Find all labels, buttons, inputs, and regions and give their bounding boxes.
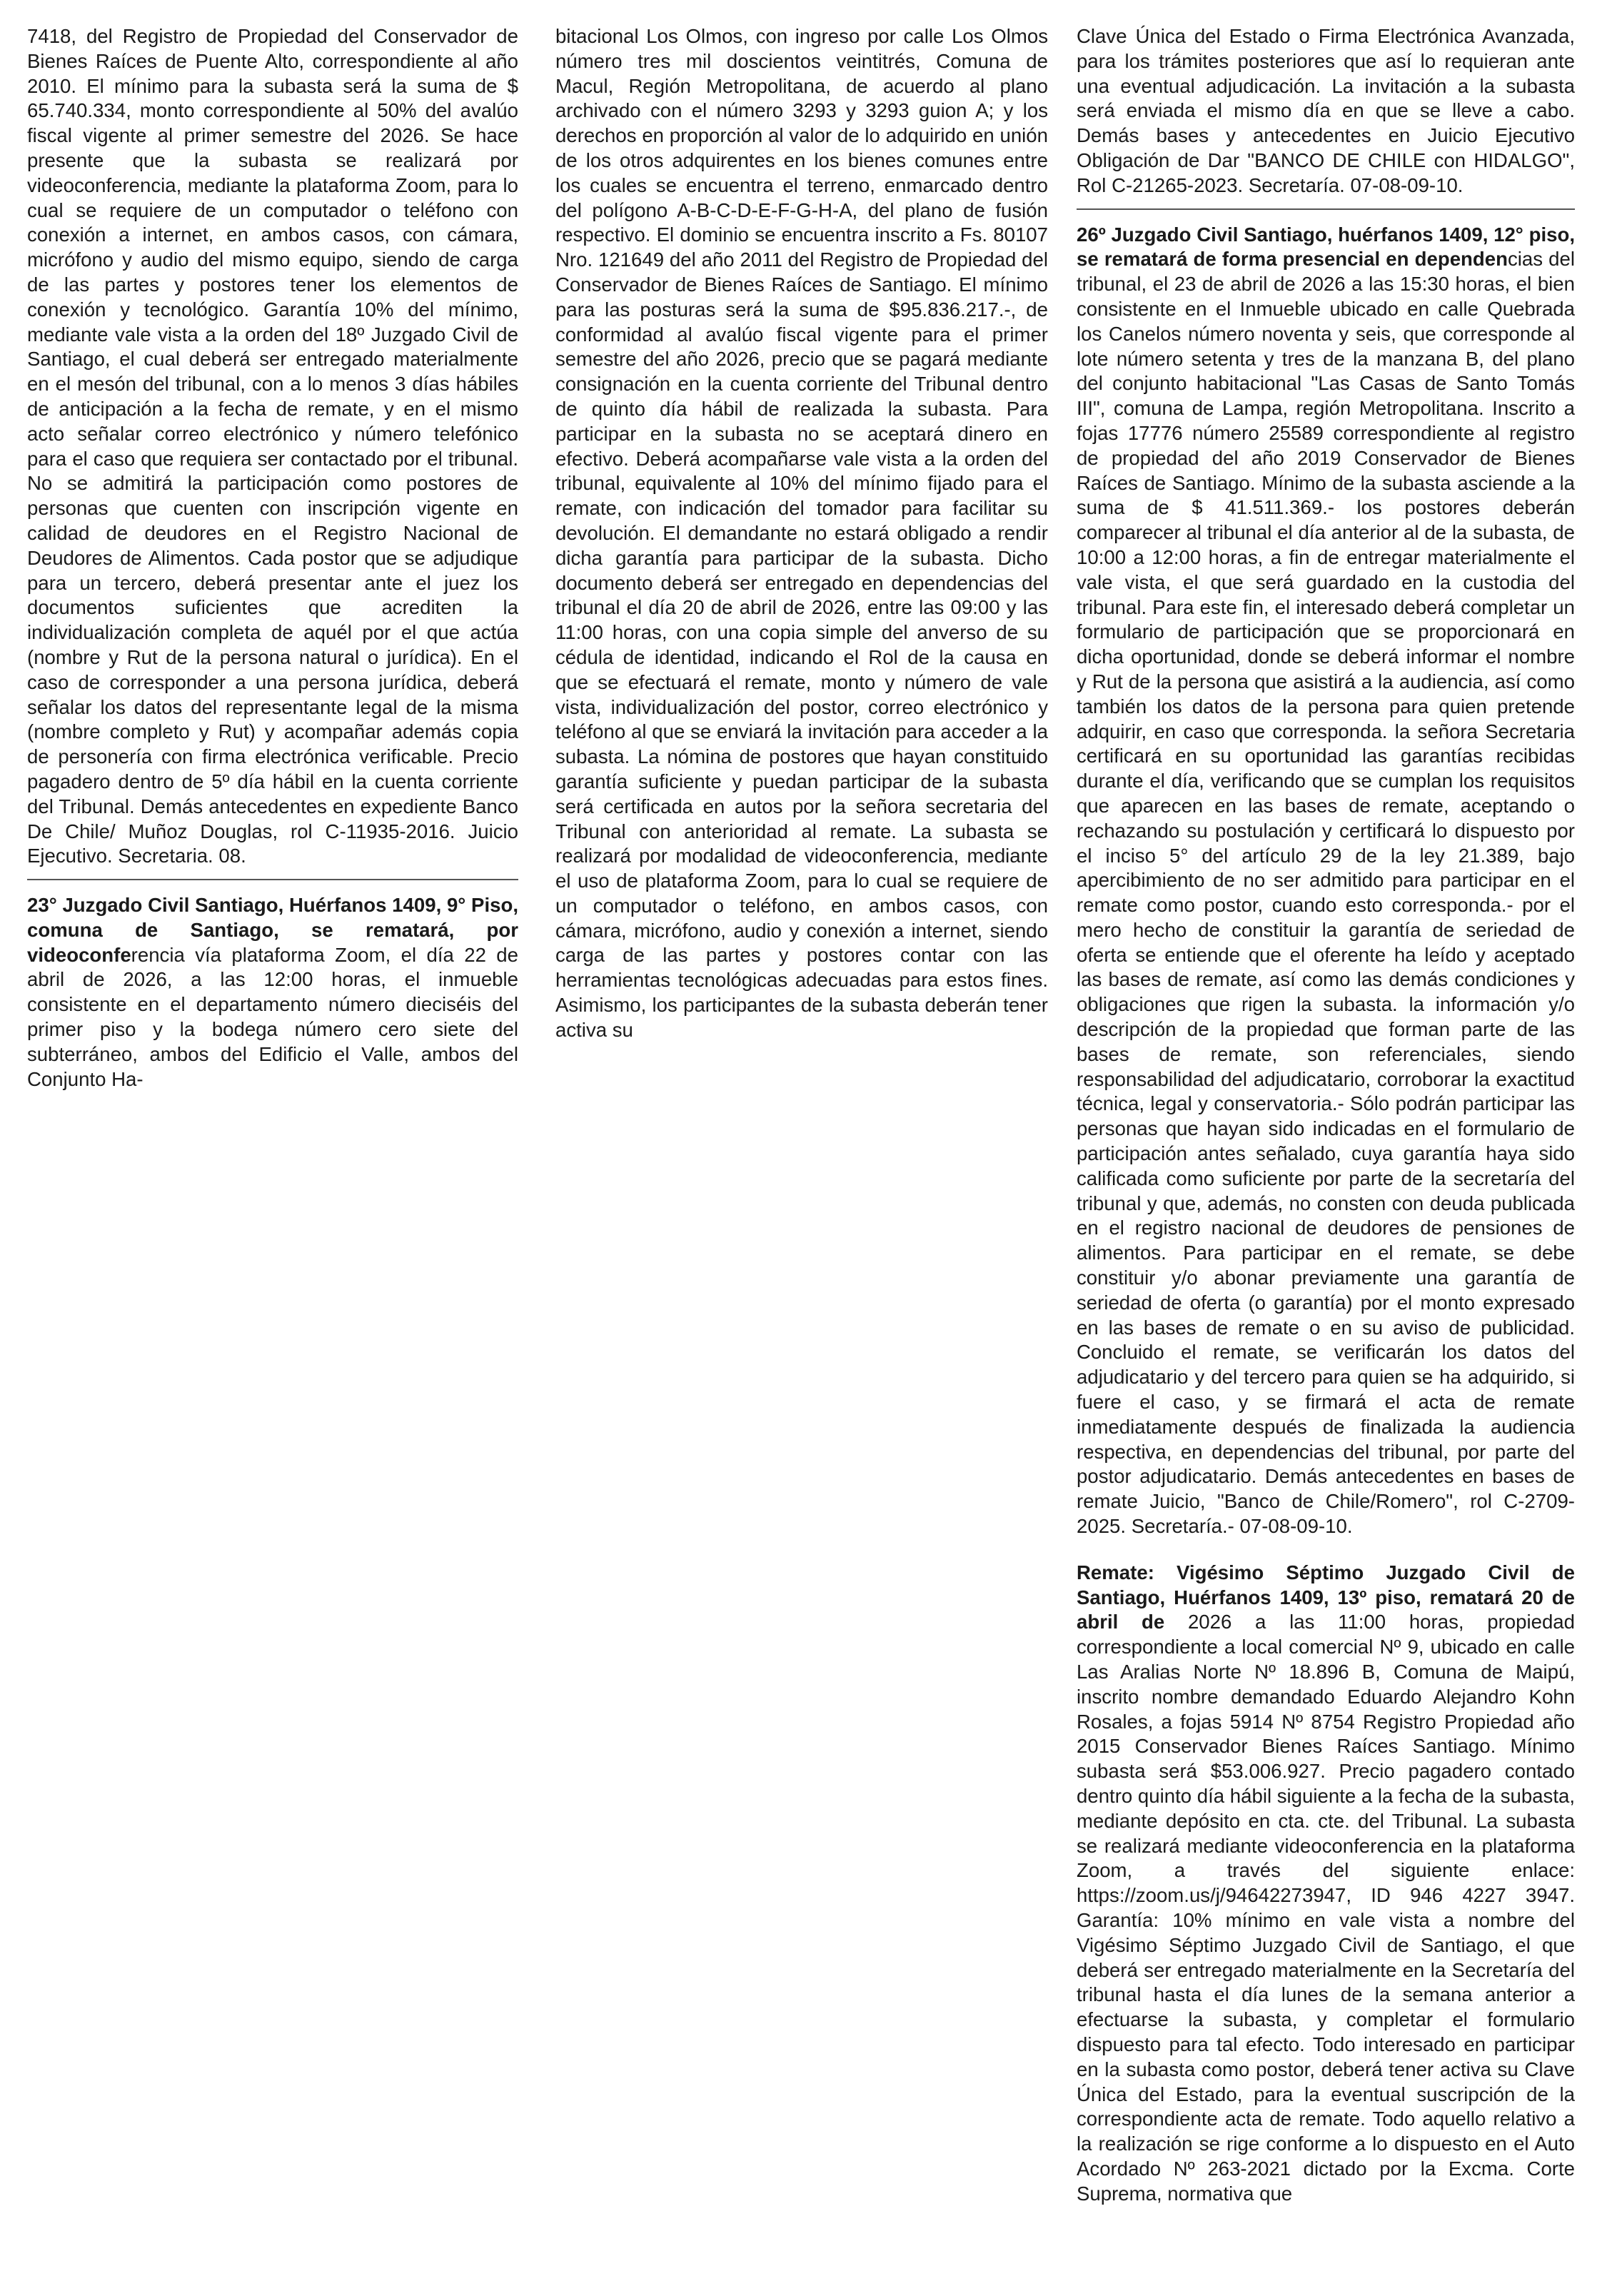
notice-heading: Remate: Vigésimo Séptimo Juzgado Civil de Santiago, Huérfanos 1409, 13º piso, rematará 20 de abril de [1077, 1561, 1575, 1633]
notice-body: 2026 a las 11:00 horas, propiedad correspondiente a local comercial Nº 9, ubicado en calle Las Aralias Norte Nº 18.896 B, Comuna de Maipú, inscrito nombre demandado Eduardo Alejandro Kohn Rosales, a fojas 5914 Nº 8754 Registro Propiedad año 2015 Conservador Bienes Raíces Santiago. Mínimo subasta será $53.006.927. Precio pagadero contado dentro quinto día hábil siguiente a la fecha de la subasta, mediante depósito en cta. cte. del Tribunal. La subasta se realizará mediante videoconferencia en la plataforma Zoom, a través del siguiente enlace: https://zoom.us/j/94642273947, ID 946 4227 3947. Garantía: 10% mínimo en vale vista a nombre del Vigésimo Séptimo Juzgado Civil de Santiago, el que deberá ser entregado materialmente en la Secretaría del tribunal hasta el día lunes de la semana anterior a efectuarse la subasta, y completar el formulario dispuesto para tal efecto. Todo interesado en participar en la subasta como postor, deberá tener activa su Clave Única del Estado, para la eventual suscripción de la correspondiente acta de remate. Todo aquello relativo a la realización se rige conforme a lo dispuesto en el Auto Acordado Nº 263-2021 dictado por la Excma. Corte Suprema, normativa que [1077, 1611, 1576, 2205]
notice-text: 7418, del Registro de Propiedad del Conservador de Bienes Raíces de Puente Alto, correspondiente al año 2010. El mínimo para la subasta será la suma de $ 65.740.334, monto correspondiente al 50% del avalúo fiscal vigente al primer semestre del 2026. Se hace presente que la subasta se realizará por videoconferencia, mediante la plataforma Zoom, para lo cual se requiere de un computador o teléfono con conexión a internet, en ambos casos, con cámara, micrófono y audio del mismo equipo, siendo de carga de las partes y postores tener los elementos de conexión y tecnológico. Garantía 10% del mínimo, mediante vale vista a la orden del 18º Juzgado Civil de Santiago, el cual deberá ser entregado materialmente en el mesón del tribunal, con a lo menos 3 días hábiles de anticipación a la fecha de remate, y en el mismo acto señalar correo electrónico y número telefónico para el caso que requiera ser contactado por el tribunal. No se admitirá la participación como postores de personas que cuenten con inscripción vigente en calidad de deudores en el Registro Nacional de Deudores de Alimentos. Cada postor que se adjudique para un tercero, deberá presentar ante el juez los documentos suficientes que acrediten la individualización completa de aquél por el que actúa (nombre y Rut de la persona natural o jurídica). En el caso de corresponder a una persona jurídica, deberá señalar los datos del representante legal de la misma (nombre completo y Rut) y acompañar además copia de personería con firma electrónica verificable. Precio pagadero dentro de 5º día hábil en la cuenta corriente del Tribunal. Demás antecedentes en expediente Banco De Chile/ Muñoz Douglas, rol C-11935-2016. Juicio Ejecutivo. Secretaria. 08. [27, 25, 518, 867]
column-3 [1077, 24, 1575, 2207]
notice-text: Clave Única del Estado o Firma Electrónica Avanzada, para los trámites posteriores que así lo requieran ante una eventual adjudicación. La invitación a la subasta será enviada el mismo día en que se lleve a cabo. Demás bases y antecedentes en Juicio Ejecutivo Obligación de Dar "BANCO DE CHILE con HIDALGO", Rol C-21265-2023. Secretaría. 07-08-09-10. [1077, 25, 1575, 196]
divider [27, 879, 518, 880]
column-1 [27, 24, 518, 1092]
notice-heading: 23° Juzgado Civil Santiago, Huérfanos 1409, 9° Piso, comuna de Santiago, se rematará, por videoconfe [27, 894, 518, 966]
column-2 [555, 24, 1048, 1043]
spacer [1077, 1539, 1575, 1561]
notice-27 [1077, 1561, 1575, 2207]
notice-text: bitacional Los Olmos, con ingreso por calle Los Olmos número tres mil doscientos veintitrés, Comuna de Macul, Región Metropolitana, de acuerdo al plano archivado con el número 3293 y 3293 guion A; y los derechos en proporción al valor de lo adquirido en unión de los otros adquirentes en los bienes comunes entre los cuales se encuentra el terreno, enmarcado dentro del polígono A-B-C-D-E-F-G-H-A, del plano de fusión respectivo. El dominio se encuentra inscrito a Fs. 80107 Nro. 121649 del año 2011 del Registro de Propiedad del Conservador de Bienes Raíces de Santiago. El mínimo para las posturas será la suma de $95.836.217.-, de conformidad al avalúo fiscal vigente para el primer semestre del año 2026, precio que se pagará mediante consignación en la cuenta corriente del Tribunal dentro de quinto día hábil de realizada la subasta. Para participar en la subasta no se aceptará dinero en efectivo. Deberá acompañarse vale vista a la orden del tribunal, equivalente al 10% del mínimo fijado para el remate, con indicación del tomador para facilitar su devolución. El demandante no estará obligado a rendir dicha garantía para participar de la subasta. Dicho documento deberá ser entregado en dependencias del tribunal el día 20 de abril de 2026, entre las 09:00 y las 11:00 horas, con una copia simple del anverso de su cédula de identidad, indicando el Rol de la causa en que se efectuará el remate, monto y número de vale vista, individualización del postor, correo electrónico y teléfono al que se enviará la invitación para acceder a la subasta. La nómina de postores que hayan constituido garantía suficiente y puedan participar de la subasta será certificada en autos por la señora secretaria del Tribunal con anterioridad al remate. La subasta se realizará por modalidad de videoconferencia, mediante el uso de plataforma Zoom, para lo cual se requiere de un computador o teléfono, en ambos casos, con cámara, micrófono, audio y conexión a internet, siendo carga de las partes y postores contar con las herramientas tecnológicas adecuadas para estos fines. Asimismo, los participantes de la subasta deberán tener activa su [555, 25, 1048, 1041]
divider [1077, 208, 1575, 210]
notice-26 [1077, 223, 1575, 1539]
notice-body: rencia vía plataforma Zoom, el día 22 de abril de 2026, a las 12:00 horas, el inmueble consistente en el departamento número dieciséis del primer piso y la bodega número cero siete del subterráneo, ambos del Edificio el Valle, ambos del Conjunto Ha- [27, 943, 518, 1090]
notice-heading: 26º Juzgado Civil Santiago, huérfanos 1409, 12° piso, se rematará de forma presencial en dependen [1077, 223, 1575, 271]
notice-body: cias del tribunal, el 23 de abril de 2026 a las 15:30 horas, el bien consistente en el Inmueble ubicado en calle Quebrada los Canelos número noventa y seis, que corresponde al lote número setenta y tres de la manzana B, del plano del conjunto habitacional "Las Casas de Santo Tomás III", comuna de Lampa, región Metropolitana. Inscrito a fojas 17776 número 25589 correspondiente al registro de propiedad del año 2019 Conservador de Bienes Raíces de Santiago. Mínimo de la subasta asciende a la suma de $ 41.511.369.- los postores deberán comparecer al tribunal el día anterior al de la subasta, de 10:00 a 12:00 horas, a fin de entregar materialmente el vale vista, el que será guardado en la custodia del tribunal. Para este fin, el interesado deberá completar un formulario de participación que se proporcionará en dicha oportunidad, donde se deberá informar el nombre y Rut de la persona que asistirá a la audiencia, así como también los datos de la persona para quien pretende adquirir, en caso que corresponda. la señora Secretaria certificará en su oportunidad las garantías recibidas durante el día, verificando que se cumplan los requisitos que aparecen en las bases de remate, aceptando o rechazando su postulación y certificará lo dispuesto por el inciso 5° del artículo 29 de la ley 21.389, bajo apercibimiento de no ser admitido para participar en el remate como postor, cuando esto corresponda.- por el mero hecho de constituir la garantía de seriedad de oferta se entiende que el oferente ha leído y aceptado las bases de remate, así como las demás condiciones y obligaciones que rigen la subasta. la información y/o descripción de la propiedad que forman parte de las bases de remate, son referenciales, siendo responsabilidad del adjudicatario, corroborar la exactitud técnica, legal y conservatoria.- Sólo podrán participar las personas que hayan sido indicadas en el formulario de participación antes señalado, cuya garantía haya sido calificada como suficiente por parte de la secretaría del tribunal y que, además, no consten con deuda publicada en el registro nacional de deudores de pensiones de alimentos. Para participar en el remate, se debe constituir y/o abonar previamente una garantía de seriedad de oferta (o garantía) por el monto expresado en las bases de remate o en su aviso de publicidad. Concluido el remate, se verificarán los datos del adjudicatario y del tercero para quien se ha adquirido, si fuere el caso, y se firmará el acta de remate inmediatamente después de finalizada la audiencia respectiva, en dependencias del tribunal, por parte del postor adjudicatario. Demás antecedentes en bases de remate Juicio, "Banco de Chile/Romero", rol C-2709- 2025. Secretaría.- 07-08-09-10. [1077, 248, 1575, 1538]
notice-23 [27, 893, 518, 1092]
